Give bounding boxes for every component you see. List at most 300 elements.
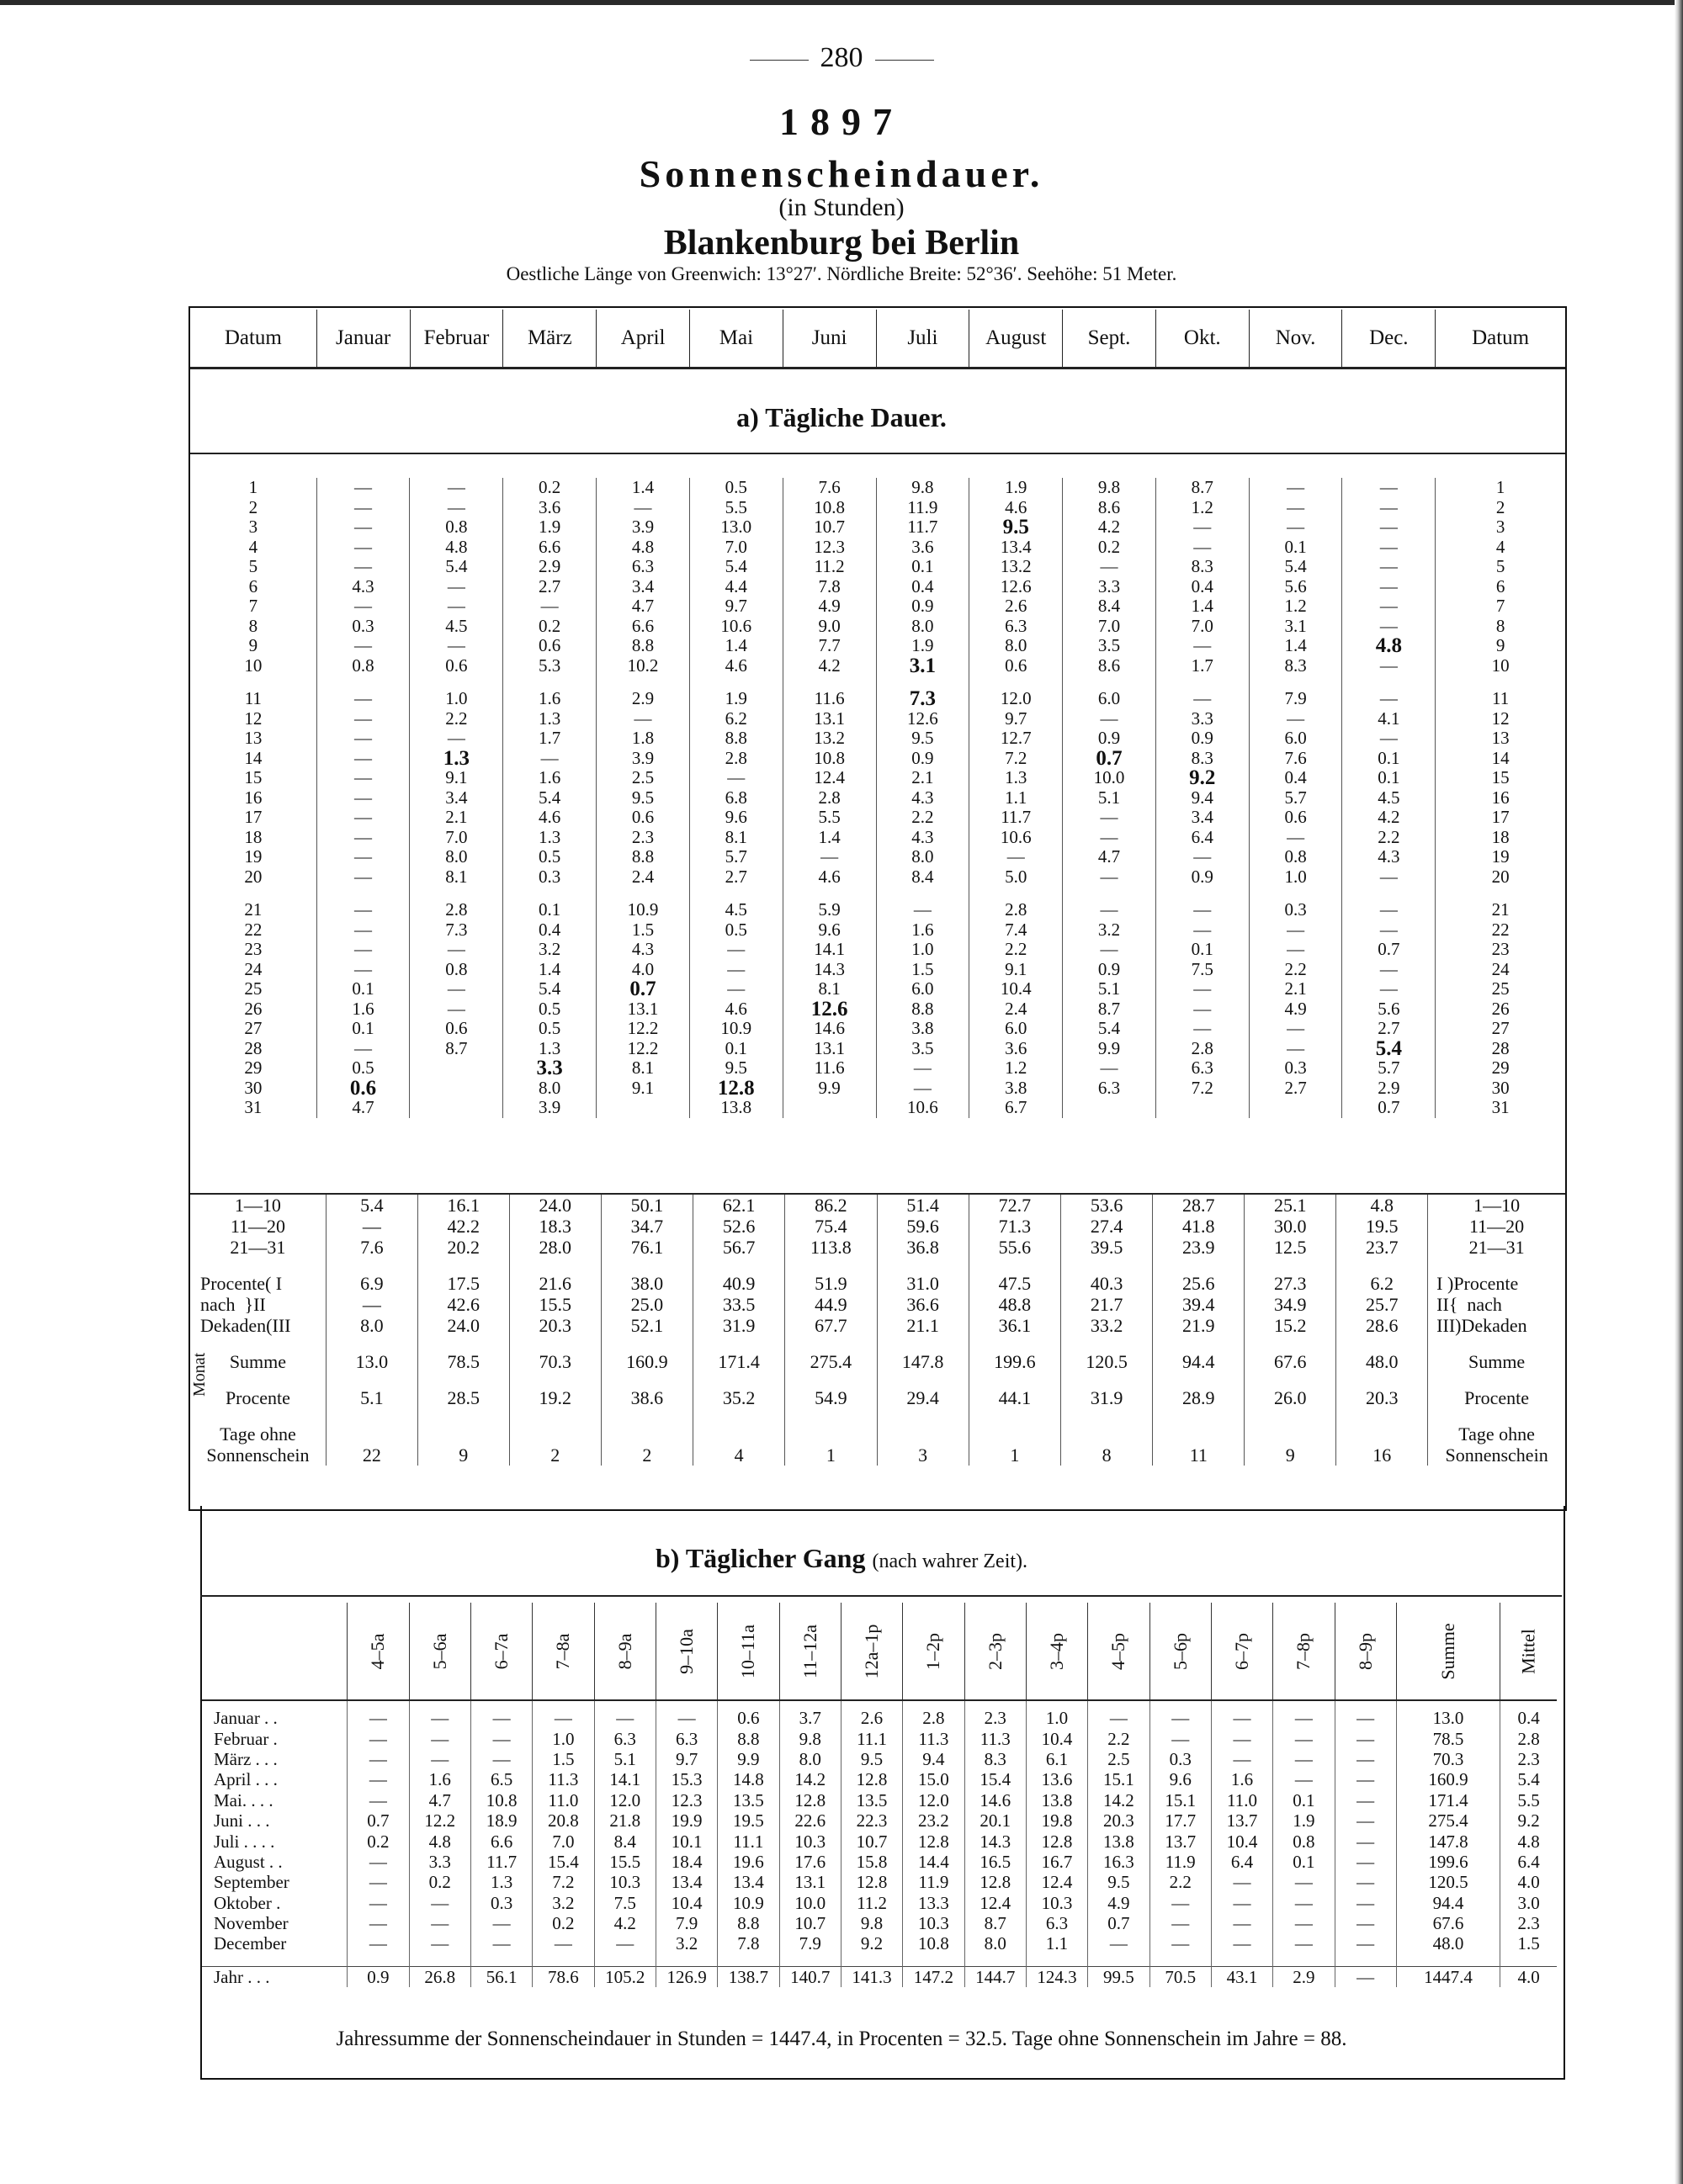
decade-sum: 28.0 — [509, 1237, 601, 1258]
month-name: April . . . — [214, 1769, 278, 1790]
date-cell: 6 — [248, 575, 258, 596]
hour-label: Summe — [1437, 1622, 1459, 1680]
value-cell: 8.4 — [1063, 596, 1156, 617]
gap-cell — [1088, 1954, 1149, 1967]
hourly-value: 9.8 — [779, 1728, 841, 1748]
no-sun-label: Sonnenschein — [1428, 1445, 1565, 1466]
hourly-value: 8.0 — [779, 1749, 841, 1769]
value-cell: 1.9 — [876, 636, 969, 656]
value-cell: 5.4 — [503, 979, 597, 999]
hourly-value: 10.3 — [903, 1913, 964, 1933]
hourly-value: 160.9 — [1396, 1769, 1500, 1789]
hourly-value: 15.5 — [594, 1852, 656, 1872]
value-cell: 2.8 — [410, 900, 503, 920]
hour-label: 10–11a — [737, 1624, 759, 1678]
value-cell: 8.7 — [410, 1039, 503, 1059]
value-cell: — — [1063, 709, 1156, 729]
value-cell: 9.9 — [783, 1079, 876, 1099]
gap-cell — [877, 1336, 969, 1351]
hourly-value: 10.0 — [779, 1893, 841, 1913]
value-cell: 2.1 — [410, 808, 503, 828]
value-cell: — — [689, 960, 783, 980]
hourly-value: — — [409, 1913, 470, 1933]
year-value: — — [1335, 1966, 1396, 1987]
table-row — [190, 940, 1565, 960]
hourly-value: 10.7 — [841, 1831, 902, 1851]
gap-cell — [1428, 1258, 1565, 1273]
hourly-value: 2.5 — [1088, 1749, 1149, 1769]
value-cell: 9.5 — [597, 788, 690, 808]
value-cell: 1.0 — [410, 689, 503, 709]
hourly-value: 13.1 — [779, 1872, 841, 1892]
hourly-value: 6.1 — [1026, 1749, 1087, 1769]
table-row — [202, 1749, 1557, 1769]
date-cell: 9 — [248, 635, 258, 656]
hourly-value: — — [348, 1872, 409, 1892]
value-cell: 8.1 — [410, 867, 503, 888]
gap-cell — [785, 1408, 877, 1423]
value-cell: 1.4 — [1155, 596, 1249, 617]
gap-cell — [1396, 1954, 1500, 1967]
decade-percent: 25.6 — [1153, 1273, 1245, 1294]
value-cell: 3.9 — [597, 517, 690, 538]
value-cell: 0.4 — [1155, 577, 1249, 597]
page-number: 280 — [0, 42, 1683, 74]
date-cell: 27 — [244, 1018, 263, 1039]
date-cell: 24 — [1436, 960, 1565, 980]
hourly-value: 1.6 — [409, 1769, 470, 1789]
hourly-value: 10.4 — [1211, 1831, 1272, 1851]
hourly-value: 13.4 — [656, 1872, 717, 1892]
hour-column-header — [903, 1603, 964, 1700]
column-header: Januar — [316, 310, 410, 368]
hourly-value: 8.8 — [718, 1728, 779, 1748]
value-cell: 8.1 — [597, 1058, 690, 1079]
value-cell: — — [410, 478, 503, 498]
decade-percent: 40.9 — [693, 1273, 784, 1294]
hourly-value: 13.5 — [718, 1790, 779, 1810]
table-row — [190, 1019, 1565, 1039]
value-cell: 9.1 — [969, 960, 1063, 980]
hourly-value: — — [1211, 1893, 1272, 1913]
gap-cell — [417, 1258, 509, 1273]
date-cell: 5 — [248, 556, 258, 577]
value-cell: 2.7 — [1249, 1079, 1342, 1099]
date-cell: 12 — [244, 708, 263, 729]
hourly-value: 7.9 — [656, 1913, 717, 1933]
decade-percent: 47.5 — [969, 1273, 1060, 1294]
year-value: 78.6 — [533, 1966, 594, 1987]
hourly-value: — — [1149, 1728, 1211, 1748]
year-value: 99.5 — [1088, 1966, 1149, 1987]
table-row — [202, 1913, 1557, 1933]
decade-percent: 20.3 — [509, 1315, 601, 1336]
value-cell: 1.9 — [503, 517, 597, 538]
hourly-value: 13.8 — [1088, 1831, 1149, 1851]
gap-cell — [410, 676, 503, 689]
date-cell: 9 — [1436, 636, 1565, 656]
date-cell: 3 — [1436, 517, 1565, 538]
value-cell: 10.0 — [1063, 768, 1156, 788]
date-cell: 10 — [1436, 656, 1565, 676]
gap-cell — [1249, 887, 1342, 900]
date-cell: 14 — [244, 747, 263, 768]
table-row — [190, 478, 1565, 498]
decade-percent: 33.2 — [1061, 1315, 1153, 1336]
value-cell — [1249, 1098, 1342, 1118]
month-sum: 160.9 — [601, 1351, 693, 1372]
value-cell: 8.1 — [689, 828, 783, 848]
value-cell: — — [1063, 557, 1156, 577]
hourly-value: — — [409, 1700, 470, 1728]
hourly-value: 2.6 — [841, 1700, 902, 1728]
value-cell: 2.9 — [503, 557, 597, 577]
gap-cell — [1061, 1408, 1153, 1423]
gap-cell — [693, 1258, 784, 1273]
date-cell: 8 — [1436, 617, 1565, 637]
summary-row — [190, 1372, 1565, 1387]
value-cell: 1.3 — [969, 768, 1063, 788]
hourly-value: 14.3 — [964, 1831, 1026, 1851]
value-cell: 6.0 — [1063, 689, 1156, 709]
hour-column-header — [1396, 1603, 1500, 1700]
decade-sum: 56.7 — [693, 1237, 784, 1258]
table-row — [202, 1852, 1557, 1872]
section-b-note: (nach wahrer Zeit). — [872, 1551, 1028, 1572]
year-total-row — [202, 1966, 1557, 1987]
value-cell: 0.9 — [1155, 729, 1249, 749]
value-cell: 8.0 — [969, 636, 1063, 656]
hourly-value: 16.5 — [964, 1852, 1026, 1872]
value-cell: 5.6 — [1249, 577, 1342, 597]
value-cell: 1.9 — [969, 478, 1063, 498]
value-cell: 1.2 — [1249, 596, 1342, 617]
table-row — [202, 1769, 1557, 1789]
value-cell: 0.1 — [1155, 940, 1249, 960]
value-cell: — — [876, 1058, 969, 1079]
value-cell: — — [1342, 900, 1436, 920]
value-cell: — — [1342, 979, 1436, 999]
value-cell: — — [316, 808, 410, 828]
hourly-value: 12.8 — [779, 1790, 841, 1810]
table-row — [190, 900, 1565, 920]
value-cell: 2.5 — [597, 768, 690, 788]
value-cell: 0.1 — [1249, 538, 1342, 558]
table-row — [190, 636, 1565, 656]
hourly-value: 11.9 — [1149, 1852, 1211, 1872]
value-cell: 4.3 — [876, 828, 969, 848]
date-cell: 16 — [1436, 788, 1565, 808]
value-cell: 8.7 — [1155, 478, 1249, 498]
hourly-value: 13.3 — [903, 1893, 964, 1913]
value-cell: 8.8 — [597, 847, 690, 867]
value-cell: 8.1 — [783, 979, 876, 999]
hourly-value: 19.6 — [718, 1852, 779, 1872]
value-cell: 0.9 — [876, 749, 969, 769]
value-cell: 8.3 — [1155, 557, 1249, 577]
month-name: November — [214, 1913, 289, 1934]
hourly-value: 4.2 — [594, 1913, 656, 1933]
value-cell: — — [1249, 828, 1342, 848]
hourly-value: — — [348, 1700, 409, 1728]
month-percent: 5.1 — [326, 1387, 417, 1408]
value-cell: 9.9 — [1063, 1039, 1156, 1059]
decade-sum: 25.1 — [1245, 1194, 1336, 1216]
date-cell: 1 — [1436, 478, 1565, 498]
value-cell: 11.7 — [969, 808, 1063, 828]
value-cell: — — [410, 596, 503, 617]
value-cell: 5.7 — [1342, 1058, 1436, 1079]
value-cell: 3.1 — [876, 656, 969, 676]
percent-label: Procente( I — [200, 1273, 283, 1294]
value-cell: 9.8 — [1063, 478, 1156, 498]
decade-percent: 25.7 — [1336, 1294, 1428, 1315]
value-cell: 0.6 — [410, 1019, 503, 1039]
hourly-value: 10.1 — [656, 1831, 717, 1851]
hour-column-header — [779, 1603, 841, 1700]
decade-label: 11—20 — [1428, 1216, 1565, 1237]
value-cell: 3.5 — [876, 1039, 969, 1059]
gap-cell — [1336, 1408, 1428, 1423]
hourly-value: 120.5 — [1396, 1872, 1500, 1892]
value-cell: 0.6 — [503, 636, 597, 656]
gap-cell — [1436, 676, 1565, 689]
value-cell: — — [1155, 517, 1249, 538]
gap-cell — [417, 1336, 509, 1351]
summary-row — [190, 1216, 1565, 1237]
value-cell: — — [316, 557, 410, 577]
month-sum: 70.3 — [509, 1351, 601, 1372]
value-cell: 1.5 — [876, 960, 969, 980]
value-cell: 6.3 — [597, 557, 690, 577]
month-sum: 67.6 — [1245, 1351, 1336, 1372]
gap-cell — [190, 1336, 326, 1351]
hourly-value: — — [1149, 1893, 1211, 1913]
decade-percent: 6.2 — [1336, 1273, 1428, 1294]
hourly-value: — — [348, 1769, 409, 1789]
date-cell: 1 — [248, 477, 258, 498]
value-cell: 0.4 — [876, 577, 969, 597]
decade-sum: 34.7 — [601, 1216, 693, 1237]
hour-label: 7–8p — [1293, 1632, 1314, 1670]
value-cell: — — [316, 689, 410, 709]
value-cell: — — [410, 999, 503, 1020]
value-cell: 4.6 — [783, 867, 876, 888]
table-row — [202, 1893, 1557, 1913]
value-cell: 13.8 — [689, 1098, 783, 1118]
value-cell: 10.8 — [783, 749, 876, 769]
value-cell: — — [1342, 577, 1436, 597]
date-cell: 11 — [244, 688, 262, 709]
value-cell: 14.6 — [783, 1019, 876, 1039]
hour-label: Mittel — [1517, 1628, 1539, 1674]
gap-cell — [969, 1372, 1060, 1387]
value-cell: 4.5 — [689, 900, 783, 920]
value-cell: 0.6 — [597, 808, 690, 828]
summary-row — [190, 1423, 1565, 1445]
hourly-value: — — [1335, 1728, 1396, 1748]
hour-column-header — [409, 1603, 470, 1700]
hourly-value: — — [533, 1700, 594, 1728]
decade-sum: 36.8 — [877, 1237, 969, 1258]
table-row — [190, 808, 1565, 828]
value-cell: — — [1249, 517, 1342, 538]
value-cell: 0.5 — [316, 1058, 410, 1079]
hourly-value: 171.4 — [1396, 1790, 1500, 1810]
decade-percent: 36.1 — [969, 1315, 1060, 1336]
value-cell: — — [410, 498, 503, 518]
column-header: Dec. — [1342, 310, 1436, 368]
gap-cell — [689, 887, 783, 900]
date-cell: 21 — [1436, 900, 1565, 920]
hourly-value: — — [1335, 1933, 1396, 1953]
value-cell: 9.4 — [1155, 788, 1249, 808]
hourly-value: 2.2 — [1088, 1728, 1149, 1748]
hourly-value: 5.1 — [594, 1749, 656, 1769]
hourly-value: — — [1149, 1913, 1211, 1933]
value-cell: 4.9 — [1249, 999, 1342, 1020]
hourly-value: 14.6 — [964, 1790, 1026, 1810]
value-cell: 0.3 — [503, 867, 597, 888]
value-cell: — — [1249, 1019, 1342, 1039]
date-cell: 6 — [1436, 577, 1565, 597]
value-cell: 0.5 — [689, 920, 783, 941]
value-cell: 8.0 — [876, 847, 969, 867]
gap-cell — [1153, 1258, 1245, 1273]
no-sun-value — [326, 1423, 417, 1445]
month-percent: 28.5 — [417, 1387, 509, 1408]
table-row — [190, 788, 1565, 808]
value-cell: 0.8 — [316, 656, 410, 676]
decade-percent: 52.1 — [601, 1315, 693, 1336]
hourly-value: — — [409, 1728, 470, 1748]
hourly-value: 12.8 — [841, 1769, 902, 1789]
date-cell: 28 — [1436, 1039, 1565, 1059]
decade-sum: 62.1 — [693, 1194, 784, 1216]
date-cell: 18 — [244, 826, 263, 847]
summary-row — [190, 1387, 1565, 1408]
year-value: 124.3 — [1026, 1966, 1087, 1987]
date-cell: 13 — [1436, 729, 1565, 749]
hourly-value: 14.2 — [1088, 1790, 1149, 1810]
hourly-value: 9.5 — [1088, 1872, 1149, 1892]
value-cell: 12.6 — [969, 577, 1063, 597]
hourly-value: — — [348, 1913, 409, 1933]
value-cell: 1.5 — [597, 920, 690, 941]
decade-sum: 16.1 — [417, 1194, 509, 1216]
hourly-value: 3.0 — [1500, 1893, 1557, 1913]
gap-cell — [1153, 1408, 1245, 1423]
date-cell: 7 — [1436, 596, 1565, 617]
hourly-value: 14.4 — [903, 1852, 964, 1872]
month-sum: 13.0 — [326, 1351, 417, 1372]
year-value: 126.9 — [656, 1966, 717, 1987]
value-cell — [410, 1079, 503, 1099]
hourly-value: 10.9 — [718, 1893, 779, 1913]
decade-sum: 39.5 — [1061, 1237, 1153, 1258]
hourly-value: 1.0 — [1026, 1700, 1087, 1728]
table-row — [190, 596, 1565, 617]
page-edge-right — [1675, 0, 1683, 2184]
section-a-rule — [190, 453, 1565, 454]
value-cell: 4.7 — [316, 1098, 410, 1118]
value-cell: 2.2 — [1249, 960, 1342, 980]
hourly-value: 4.7 — [409, 1790, 470, 1810]
value-cell: 2.2 — [876, 808, 969, 828]
value-cell: 11.6 — [783, 1058, 876, 1079]
hourly-value: — — [656, 1700, 717, 1728]
value-cell: 0.1 — [316, 1019, 410, 1039]
value-cell: 3.3 — [1063, 577, 1156, 597]
hourly-value: 9.4 — [903, 1749, 964, 1769]
value-cell: 2.8 — [783, 788, 876, 808]
value-cell — [410, 1098, 503, 1118]
gap-cell — [509, 1408, 601, 1423]
table-row — [190, 867, 1565, 888]
hourly-value: 15.4 — [533, 1852, 594, 1872]
hourly-value: — — [1335, 1872, 1396, 1892]
hourly-value: — — [1335, 1749, 1396, 1769]
decade-sum: 27.4 — [1061, 1216, 1153, 1237]
hourly-value: 3.3 — [409, 1852, 470, 1872]
value-cell: — — [1249, 478, 1342, 498]
decade-sum: 53.6 — [1061, 1194, 1153, 1216]
month-name: Mai. . . . — [214, 1789, 273, 1810]
value-cell: 9.0 — [783, 617, 876, 637]
value-cell: 6.3 — [1155, 1058, 1249, 1079]
hourly-value: 11.3 — [533, 1769, 594, 1789]
value-cell: 2.4 — [597, 867, 690, 888]
value-cell: — — [689, 940, 783, 960]
value-cell: — — [1342, 729, 1436, 749]
decade-percent: 21.9 — [1153, 1315, 1245, 1336]
hourly-value: — — [1273, 1872, 1335, 1892]
value-cell: — — [410, 729, 503, 749]
gap-cell — [1061, 1258, 1153, 1273]
gap-cell — [533, 1954, 594, 1967]
value-cell: 0.2 — [503, 478, 597, 498]
no-sun-value — [509, 1423, 601, 1445]
value-cell: 7.6 — [1249, 749, 1342, 769]
hourly-value: — — [348, 1790, 409, 1810]
decade-sum: 55.6 — [969, 1237, 1060, 1258]
hourly-value: — — [1211, 1872, 1272, 1892]
table-row — [190, 749, 1565, 769]
value-cell: 6.7 — [969, 1098, 1063, 1118]
year-value: 70.5 — [1149, 1966, 1211, 1987]
value-cell: — — [316, 768, 410, 788]
hourly-value: 10.8 — [903, 1933, 964, 1953]
decade-percent: 15.2 — [1245, 1315, 1336, 1336]
hourly-value: 10.4 — [1026, 1728, 1087, 1748]
value-cell: — — [316, 828, 410, 848]
date-cell: 4 — [248, 536, 258, 557]
gap-cell — [1500, 1954, 1557, 1967]
value-cell: 7.0 — [1155, 617, 1249, 637]
gap-cell — [326, 1372, 417, 1387]
year-value: 1447.4 — [1396, 1966, 1500, 1987]
value-cell: 3.9 — [597, 749, 690, 769]
value-cell: 8.0 — [876, 617, 969, 637]
gap-cell — [410, 887, 503, 900]
gap-cell — [785, 1258, 877, 1273]
value-cell: 0.1 — [876, 557, 969, 577]
date-cell: 14 — [1436, 749, 1565, 769]
value-cell: 4.3 — [1342, 847, 1436, 867]
hourly-value: 3.2 — [533, 1893, 594, 1913]
value-cell: 1.4 — [503, 960, 597, 980]
hourly-value: 1.9 — [1273, 1810, 1335, 1831]
